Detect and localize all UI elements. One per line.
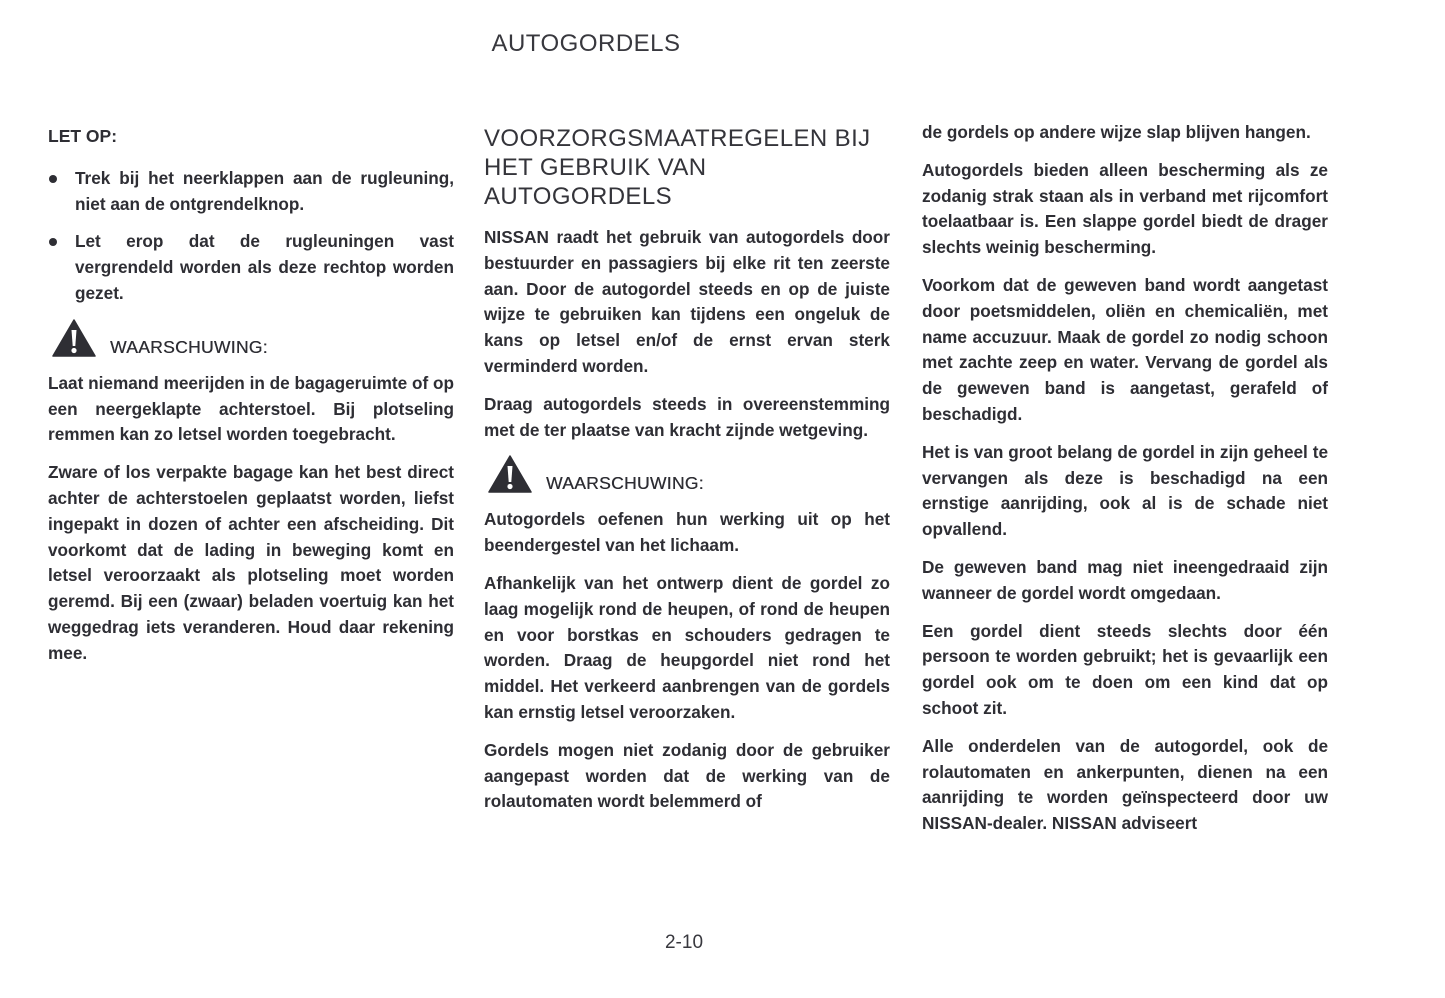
warning-triangle-icon [52,319,96,357]
warning-heading [484,455,890,493]
paragraph: Gordels mogen niet zodanig door de gebruiker aangepast worden dat de werking van de rolautomaten wordt belemmerd of [484,739,890,812]
paragraph: Alle onderdelen van de autogordel, ook de rolautomaten en ankerpunten, dienen na een aanrijding te worden geïnspecteerd door uw NISSAN-dealer. NISSAN adviseert [922,735,1328,834]
bullet-icon [49,238,57,246]
bullet-text: Trek bij het neerklappen aan de rugleuning, niet aan de ontgrendelknop. [75,167,454,214]
section-title: VOORZORGSMAATREGELEN BIJ HET GEBRUIK VAN AUTOGORDELS [484,125,871,210]
warning-heading [48,319,454,357]
paragraph: Autogordels oefenen hun werking uit op het beendergestel van het lichaam. [484,509,890,556]
warning-label: WAARSCHUWING: [110,336,268,357]
paragraph: Een gordel dient steeds slechts door één persoon te worden gebruikt; het is gevaarlijk een gordel ook om te doen om een kind dat op schoot zit. [922,620,1328,718]
paragraph: Laat niemand meerijden in de bagageruimte of op een neergeklapte achterstoel. Bij plotseling remmen kan zo letsel worden toegebracht. [48,372,454,445]
warning-triangle-icon [488,455,532,493]
paragraph: De geweven band mag niet ineengedraaid zijn wanneer de gordel wordt omgedaan. [922,556,1328,603]
paragraph: Voorkom dat de geweven band wordt aangetast door poetsmiddelen, oliën en chemicaliën, met name accuzuur. Maak de gordel zo nodig schoon met zachte zeep en water. Vervang de gordel als de geweven band is aangetast, gerafeld of beschadigd. [922,274,1328,424]
column-left [48,120,454,679]
bullet-icon [49,175,57,183]
bullet-list [48,166,454,307]
page-number: 2-10 [664,932,704,953]
bullet-item [48,229,454,306]
page-title: AUTOGORDELS [491,30,681,57]
column-right [922,120,1328,849]
bullet-item [48,166,454,218]
paragraph: Afhankelijk van het ontwerp dient de gordel zo laag mogelijk rond de heupen, of rond de heupen en voor borstkas en schouders gedragen te worden. Draag de heupgordel niet rond het middel. Het verkeerd aanbrengen van de gordels kan ernstig letsel veroorzaken. [484,572,890,722]
paragraph: Autogordels bieden alleen bescherming als ze zodanig strak staan als in verband met rijcomfort toelaatbaar is. Een slappe gordel biedt de drager slechts weinig bescherming. [922,159,1328,258]
paragraph: Het is van groot belang de gordel in zijn geheel te vervangen als deze is beschadigd na een ernstige aanrijding, ook al is de schade niet opvallend. [922,441,1328,540]
column-middle [484,120,890,827]
paragraph: de gordels op andere wijze slap blijven hangen. [922,122,1311,142]
paragraph: NISSAN raadt het gebruik van autogordels door bestuurder en passagiers bij elke rit ten zeerste aan. Door de autogordel steeds en op de juiste wijze te gebruiken kan tijdens een ongeluk de kans op letsel en/of de ernst ervan sterk verminderd worden. [484,227,890,376]
paragraph: Draag autogordels steeds in overeenstemming met de ter plaatse van kracht zijnde wetgeving. [484,393,890,440]
paragraph: Zware of los verpakte bagage kan het best direct achter de achterstoelen geplaatst worden, liefst ingepakt in dozen of achter een afscheiding. Dit voorkomt dat de lading in beweging komt en letsel veroorzaakt als plotseling moet worden geremd. Bij een (zwaar) beladen voertuig kan het weggedrag iets veranderen. Houd daar rekening mee. [48,462,454,663]
let-op-heading: LET OP: [48,126,118,146]
bullet-text: Let erop dat de rugleuningen vast vergrendeld worden als deze rechtop worden gezet. [75,231,454,303]
warning-label: WAARSCHUWING: [546,473,704,494]
